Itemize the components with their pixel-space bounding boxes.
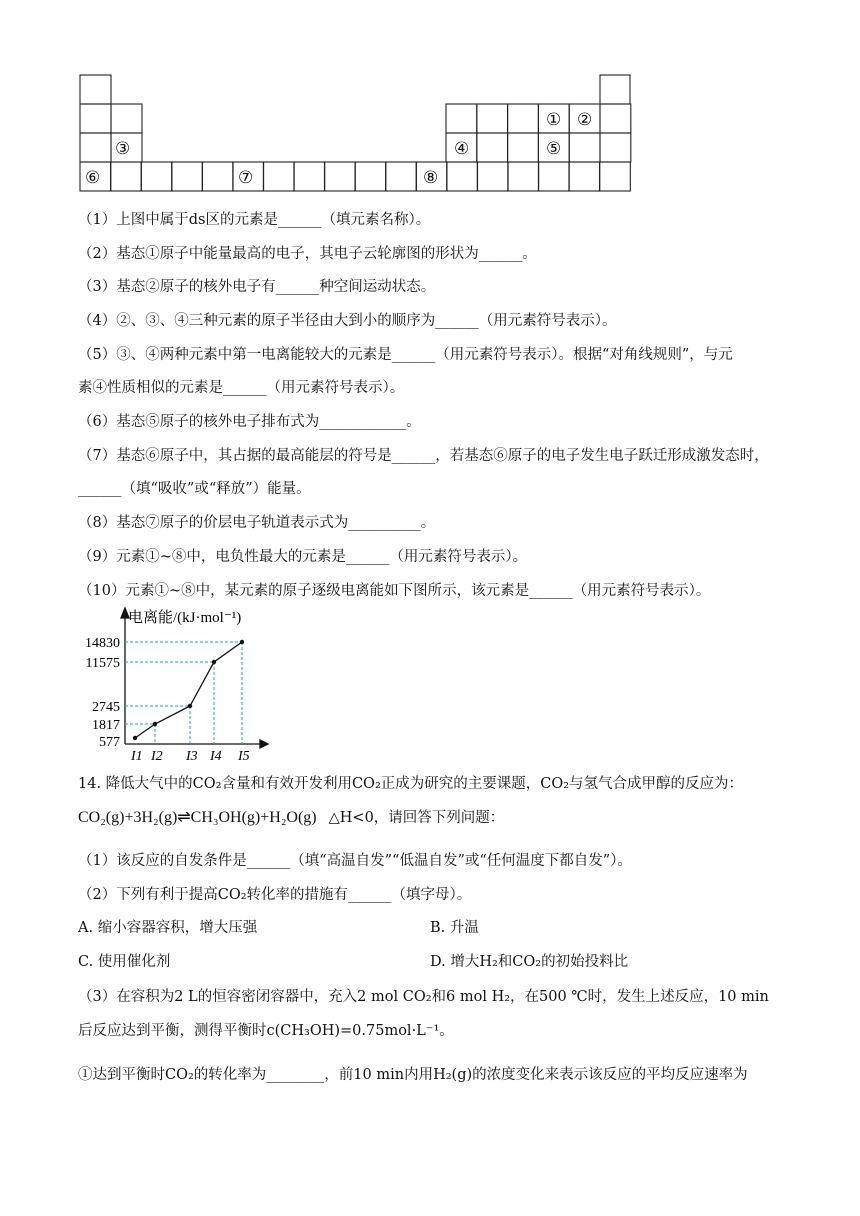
question-3: （3）基态②原子的核外电子有______种空间运动状态。 <box>78 279 436 295</box>
ionization-energy-chart <box>70 604 270 766</box>
option-d: D. 增大H₂和CO₂的初始投料比 <box>430 954 629 970</box>
marker-1: ① <box>546 110 562 130</box>
y-tick-label: 1817 <box>92 718 120 733</box>
data-point <box>133 736 137 740</box>
data-point <box>153 722 157 726</box>
y-tick-label: 14830 <box>85 636 120 651</box>
marker-5: ⑤ <box>546 139 562 159</box>
q14-part-3-1: ①达到平衡时CO₂的转化率为________，前10 min内用H₂(g)的浓度变化来表示该反应的平均反应速率为 <box>78 1067 748 1083</box>
y-axis-label: 电离能/(kJ·mol⁻¹) <box>128 610 242 626</box>
x-tick-label: I4 <box>210 749 222 764</box>
x-tick-label: I5 <box>238 749 250 764</box>
question-5b: 素④性质相似的元素是______（用元素符号表示）。 <box>78 380 405 396</box>
x-tick-label: I2 <box>151 749 163 764</box>
marker-8: ⑧ <box>423 168 439 188</box>
y-tick-label: 577 <box>99 735 120 750</box>
question-10: （10）元素①~⑧中，某元素的原子逐级电离能如下图所示，该元素是______（用元素符号表示）。 <box>78 583 711 599</box>
x-tick-label: I1 <box>131 749 143 764</box>
option-c: C. 使用催化剂 <box>78 954 171 970</box>
q14-part-3a: （3）在容积为2 L的恒容密闭容器中，充入2 mol CO₂和6 mol H₂，在500 ℃时，发生上述反应，10 min <box>78 989 769 1005</box>
option-b: B. 升温 <box>430 920 479 936</box>
marker-3: ③ <box>115 139 131 159</box>
question-6: （6）基态⑤原子的核外电子排布式为____________。 <box>78 414 421 430</box>
periodic-table <box>0 0 860 200</box>
question-2: （2）基态①原子中能量最高的电子，其电子云轮廓图的形状为______。 <box>78 246 537 262</box>
marker-2: ② <box>577 110 593 130</box>
q14-part-3b: 后反应达到平衡，测得平衡时c(CH₃OH)=0.75mol·L⁻¹。 <box>78 1023 454 1039</box>
marker-4: ④ <box>454 139 470 159</box>
q14-intro: 14. 降低大气中的CO₂含量和有效开发利用CO₂正成为研究的主要课题，CO₂与氢气合成甲醇的反应为： <box>78 776 744 792</box>
question-9: （9）元素①~⑧中，电负性最大的元素是______（用元素符号表示）。 <box>78 549 528 565</box>
q14-part-2: （2）下列有利于提高CO₂转化率的措施有______（填字母）。 <box>78 887 472 903</box>
data-point <box>188 704 192 708</box>
q14-equation <box>78 806 504 827</box>
marker-7: ⑦ <box>238 168 254 188</box>
question-1: （1）上图中属于ds区的元素是______（填元素名称）。 <box>78 212 431 228</box>
equation-tail: △H<0，请回答下列问题： <box>328 810 505 826</box>
data-point <box>240 640 244 644</box>
q14-part-1: （1）该反应的自发条件是______（填“高温自发”“低温自发”或“任何温度下都自发”）。 <box>78 853 632 869</box>
question-8: （8）基态⑦原子的价层电子轨道表示式为__________。 <box>78 515 436 531</box>
question-5a: （5）③、④两种元素中第一电离能较大的元素是______（用元素符号表示）。根据“对角线规则”，与元 <box>78 347 733 363</box>
equation-text: CO₂(g)+3H₂(g)⇌CH₃OH(g)+H₂O(g) <box>78 809 317 826</box>
x-tick-label: I3 <box>186 749 198 764</box>
y-tick-label: 11575 <box>85 656 120 671</box>
question-7a: （7）基态⑥原子中，其占据的最高能层的符号是______，若基态⑥原子的电子发生电子跃迁形成激发态时， <box>78 448 769 464</box>
y-tick-label: 2745 <box>92 700 120 715</box>
data-point <box>212 660 216 664</box>
question-4: （4）②、③、④三种元素的原子半径由大到小的顺序为______（用元素符号表示）。 <box>78 313 617 329</box>
option-a: A. 缩小容器容积，增大压强 <box>78 920 258 936</box>
marker-6: ⑥ <box>85 168 101 188</box>
question-7b: ______（填“吸收”或“释放”）能量。 <box>78 481 311 497</box>
